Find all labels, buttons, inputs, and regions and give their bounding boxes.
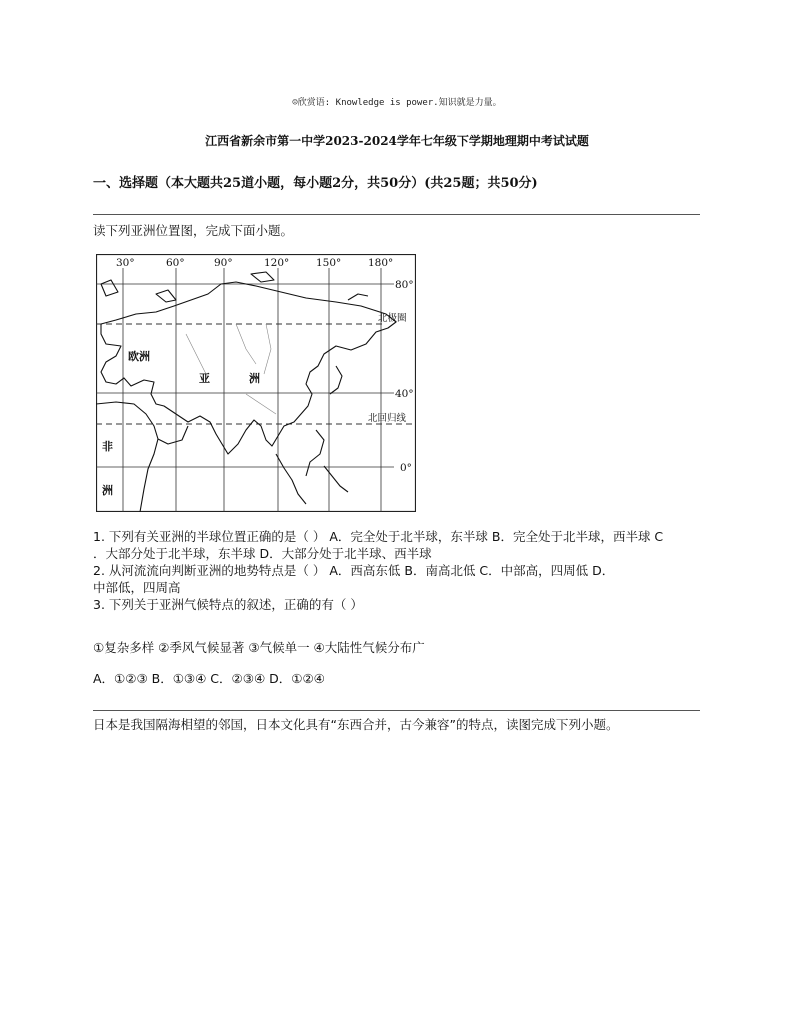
question-1-line-1: 1. 下列有关亚洲的半球位置正确的是（ ） A．完全处于北半球，东半球 B．完全处于北半球，西半球 C — [93, 529, 664, 544]
lon-label-90: 90° — [214, 257, 233, 269]
divider — [93, 214, 700, 215]
lon-label-30: 30° — [116, 257, 135, 269]
lon-label-180: 180° — [368, 257, 394, 269]
region-africa-1: 非 — [102, 440, 113, 453]
tropic-of-cancer-label: 北回归线 — [368, 413, 407, 424]
divider — [93, 710, 700, 711]
lon-label-120: 120° — [264, 257, 290, 269]
region-africa-2: 洲 — [102, 484, 113, 497]
question-2-line-2: 中部低，四周高 — [93, 580, 181, 595]
questions-block — [93, 528, 703, 613]
region-asia-2: 洲 — [249, 372, 260, 385]
question-2-line-1: 2. 从河流流向判断亚洲的地势特点是（ ） A．西高东低 B．南高北低 C．中部高，四周低 D． — [93, 563, 615, 578]
header-motto: ☺欣赏语: Knowledge is power.知识就是力量。 — [292, 98, 502, 108]
region-europe: 欧洲 — [128, 350, 150, 363]
lat-label-0: 0° — [400, 462, 412, 474]
question-3: 3. 下列关于亚洲气候特点的叙述，正确的有（ ） — [93, 597, 363, 612]
question-3-statements: ①复杂多样 ②季风气候显著 ③气候单一 ④大陆性气候分布广 — [93, 640, 425, 655]
lat-label-80: 80° — [395, 279, 414, 291]
asia-location-map — [96, 254, 416, 512]
question-3-choices: A．①②③ B．①③④ C．②③④ D．①②④ — [93, 671, 325, 686]
region-asia-1: 亚 — [199, 372, 210, 385]
lon-label-150: 150° — [316, 257, 342, 269]
document-title: 江西省新余市第一中学2023-2024学年七年级下学期地理期中考试试题 — [205, 134, 589, 148]
section-title: 一、选择题（本大题共25道小题，每小题2分，共50分）(共25题；共50分) — [93, 176, 538, 191]
arctic-circle-label: 北极圈 — [378, 313, 407, 324]
group2-intro: 日本是我国隔海相望的邻国，日本文化具有“东西合并，古今兼容”的特点，读图完成下列小题。 — [93, 717, 619, 732]
lon-label-60: 60° — [166, 257, 185, 269]
question-1-line-2: ．大部分处于北半球，东半球 D．大部分处于北半球、西半球 — [93, 546, 432, 561]
lat-label-40: 40° — [395, 388, 414, 400]
group1-intro: 读下列亚洲位置图，完成下面小题。 — [93, 223, 294, 238]
